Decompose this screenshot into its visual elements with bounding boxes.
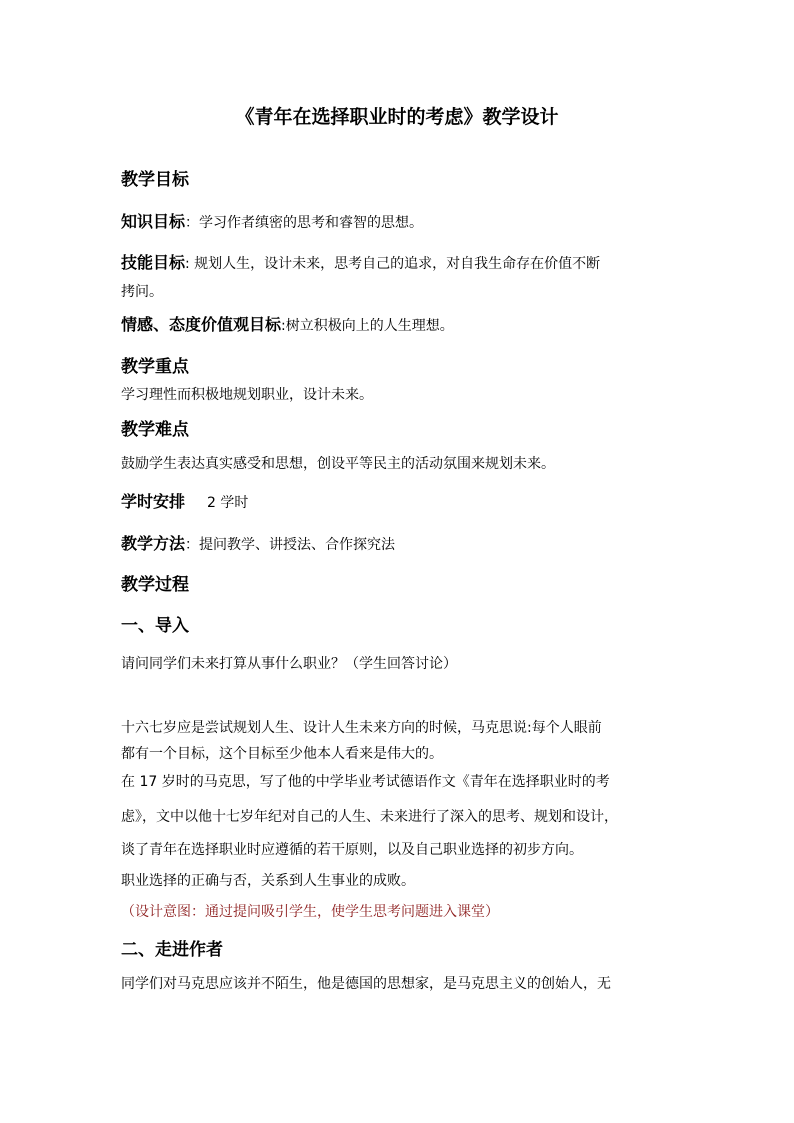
method-text: ：提问教学、讲授法、合作探究法 [185, 537, 396, 553]
difficulties-text: 鼓励学生表达真实感受和思想，创设平等民主的活动氛围来规划未来。 [121, 456, 555, 472]
part1-question: 请问同学们未来打算从事什么职业？（学生回答讨论） [121, 656, 457, 672]
part1-p2-line3: 谈了青年在选择职业时应遵循的若干原则，以及自己职业选择的初步方向。 [121, 842, 583, 858]
schedule [121, 490, 248, 515]
part2-p1-line1: 同学们对马克思应该并不陌生，他是德国的思想家，是马克思主义的创始人，无 [121, 976, 611, 992]
document-title: 《青年在选择职业时的考虑》教学设计 [235, 106, 559, 128]
schedule-value: 2 学时 [207, 495, 249, 511]
part1-p2-line2: 虑》，文中以他十七岁年纪对自己的人生、未来进行了深入的思考、规划和设计， [121, 809, 618, 825]
part1-p1-line1: 十六七岁应是尝试规划人生、设计人生未来方向的时候，马克思说:每个人眼前 [121, 720, 602, 736]
knowledge-goal-text: ：学习作者缜密的思考和睿智的思想。 [185, 215, 424, 231]
knowledge-goal-label: 知识目标 [121, 212, 186, 231]
heading-key-points: 教学重点 [121, 357, 189, 377]
attitude-goal-text: :树立积极向上的人生理想。 [281, 318, 454, 334]
heading-teaching-goals: 教学目标 [121, 170, 189, 190]
skill-goal [121, 251, 600, 276]
skill-goal-label: 技能目标 [121, 253, 186, 272]
knowledge-goal [121, 210, 423, 235]
part1-p2-line1: 在 17 岁时的马克思，写了他的中学毕业考试德语作文《青年在选择职业时的考 [121, 774, 610, 790]
heading-part2: 二、走进作者 [121, 940, 223, 960]
skill-goal-text-line1: : 规划人生，设计未来，思考自己的追求，对自我生命存在价值不断 [185, 256, 601, 272]
key-points-text: 学习理性而积极地规划职业，设计未来。 [121, 387, 373, 403]
attitude-goal [121, 313, 454, 338]
heading-part1: 一、导入 [121, 616, 189, 636]
part1-p3: 职业选择的正确与否，关系到人生事业的成败。 [121, 873, 415, 889]
part1-p1-line2: 都有一个目标，这个目标至少他本人看来是伟大的。 [121, 746, 443, 762]
heading-teaching-process: 教学过程 [121, 575, 189, 595]
heading-difficulties: 教学难点 [121, 420, 189, 440]
teaching-method [121, 532, 395, 557]
attitude-goal-label: 情感、态度价值观目标 [121, 315, 282, 334]
method-label: 教学方法 [121, 534, 186, 553]
schedule-label: 学时安排 [121, 492, 186, 511]
skill-goal-text-line2: 拷问。 [121, 284, 163, 300]
part1-design-note: （设计意图：通过提问吸引学生，使学生思考问题进入课堂） [121, 904, 499, 920]
